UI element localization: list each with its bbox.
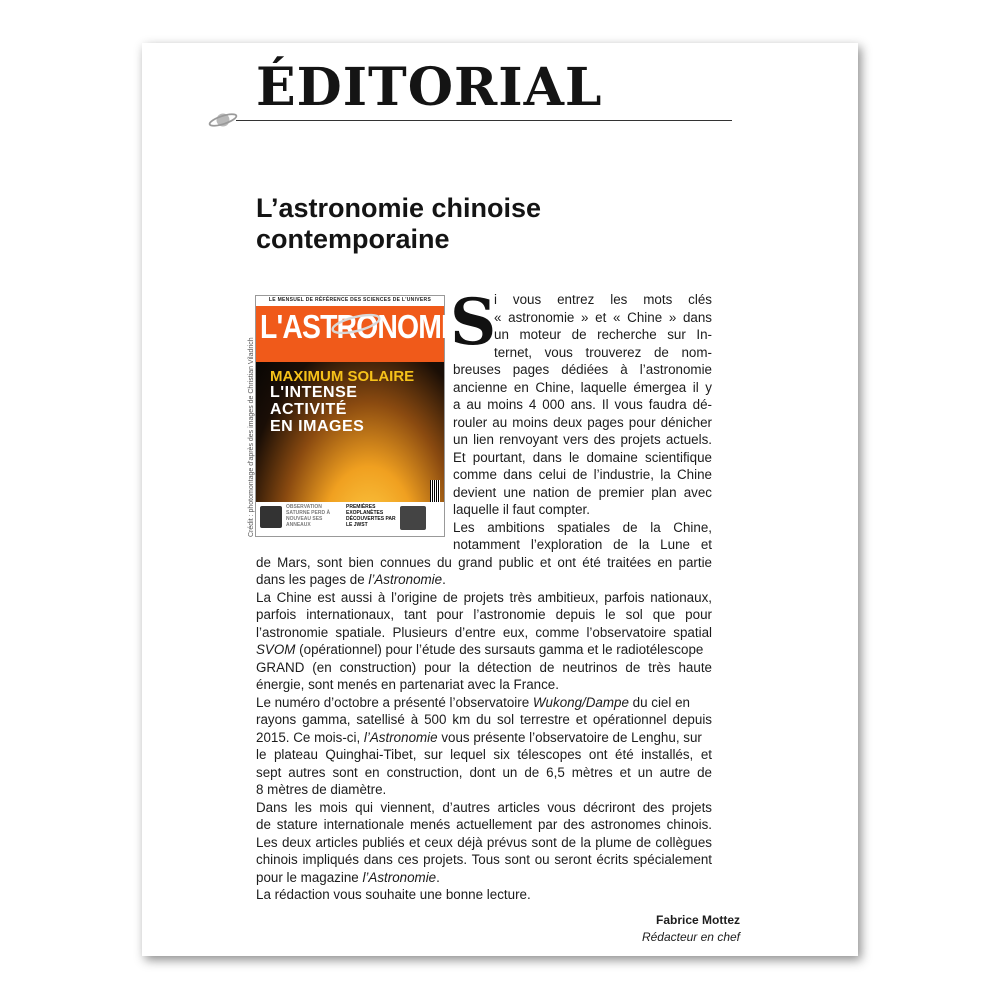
article-line: sept autres sont en construction, dont un de 6,5 mètres et un autre de — [256, 764, 712, 780]
article-line: devient une nation de premier plan avec — [453, 484, 712, 500]
article-line: ancienne en Chine, laquelle émergea il y — [453, 379, 712, 395]
article-line: le plateau Quinghai-Tibet, sur lequel six télescopes ont été installés, et — [256, 747, 712, 762]
article-line: laquelle il faut compter. — [453, 502, 590, 517]
article-line: 2015. Ce mois-ci, l’Astronomie vous présente l’observatoire de Lenghu, sur — [256, 729, 702, 745]
cover-subheading-1: OBSERVATION SATURNE PERD À NOUVEAU SES ANNEAUX — [286, 504, 331, 528]
article-line: parfois internationaux, tant pour l’astronomie depuis le sol que pour — [256, 607, 712, 622]
author-role: Rédacteur en chef — [641, 930, 740, 944]
article-line: Le numéro d’octobre a présenté l’observatoire Wukong/Dampe du ciel en — [256, 694, 690, 710]
author-name: Fabrice Mottez — [655, 913, 740, 927]
article-line: un moteur de recherche sur In- — [494, 327, 712, 342]
article-line: de stature internationale menés actuellement par des astronomes chinois. — [256, 817, 712, 832]
cover-logo: L'ASTRONOMIE — [260, 308, 467, 345]
photo-credit: Crédit : photomontage d'après des images de Christian Viladrich — [248, 337, 255, 537]
article-headline — [256, 193, 676, 255]
article-line: de Mars, sont bien connues du grand public et ont été traitées en partie — [256, 554, 712, 570]
saturn-ring-icon — [330, 312, 382, 336]
article-line: chinois impliqués dans ces projets. Tous sont ou seront écrits spécialement — [256, 852, 712, 867]
article-line: un lien renvoyant vers des projets actuels. — [453, 432, 712, 447]
article-line: notamment l’exploration de la Lune et — [453, 537, 712, 552]
article-line: rouler au moins deux pages pour dénicher — [453, 414, 712, 430]
article-line: « astronomie » et « Chine » dans — [494, 309, 712, 325]
article-line: rayons gamma, satellisé à 500 km du sol terrestre et opérationnel depuis — [256, 712, 712, 727]
saturn-thumbnail — [260, 506, 282, 528]
article-line: 8 mètres de diamètre. — [256, 782, 387, 797]
section-title: ÉDITORIAL — [256, 57, 603, 118]
article-line: a au moins 4 000 ans. Il vous faudra dé- — [453, 397, 712, 412]
article-line: La rédaction vous souhaite une bonne lecture. — [256, 887, 531, 902]
article-line: l’astronomie spatiale. Plusieurs d’entre eux, comme l’observatoire spatial — [256, 624, 712, 640]
headline-line-1: L’astronomie chinoise — [256, 193, 542, 223]
article-line: Dans les mois qui viennent, d’autres articles vous décriront des projets — [256, 799, 712, 815]
article-line: dans les pages de l’Astronomie. — [256, 572, 446, 587]
article-line: i vous entrez les mots clés — [494, 292, 712, 307]
telescope-thumbnail — [400, 506, 426, 530]
title-rule — [236, 120, 732, 121]
article-line: Les ambitions spatiales de la Chine, — [453, 519, 712, 535]
article-line: comme dans celui de l’industrie, la Chine — [453, 467, 712, 482]
drop-cap: S — [450, 285, 497, 360]
saturn-icon — [208, 109, 238, 131]
magazine-cover-image — [255, 295, 467, 537]
article-line: La Chine est aussi à l’origine de projets très ambitieux, parfois nationaux, — [256, 589, 712, 605]
article-line: énergie, sont menés en partenariat avec la France. — [256, 677, 559, 692]
article-line: breuses pages dédiées à l’astronomie — [453, 362, 712, 377]
barcode — [430, 480, 440, 502]
article-line: GRAND (en construction) pour la détection de neutrinos de très haute — [256, 659, 712, 675]
article-line: Les deux articles publiés et ceux déjà prévus sont de la plume de collègues — [256, 834, 712, 850]
article-line: SVOM (opérationnel) pour l’étude des sursauts gamma et le radiotélescope — [256, 642, 704, 657]
cover-headline-1: MAXIMUM SOLAIRE — [270, 368, 415, 385]
cover-subheading-2: PREMIÈRES EXOPLANÈTES DÉCOUVERTES PAR LE JWST — [346, 504, 396, 528]
cover-tagline: LE MENSUEL DE RÉFÉRENCE DES SCIENCES DE L'UNIVERS — [268, 297, 432, 303]
article-line: ternet, vous trouverez de nom- — [494, 344, 712, 360]
editorial-page — [142, 43, 858, 956]
cover-headline-2: L'INTENSE ACTIVITÉ EN IMAGES — [270, 384, 365, 435]
article-line: pour le magazine l’Astronomie. — [256, 869, 440, 885]
article-line: Et pourtant, dans le domaine scientifique — [453, 449, 712, 465]
headline-line-2: contemporaine — [256, 224, 450, 254]
